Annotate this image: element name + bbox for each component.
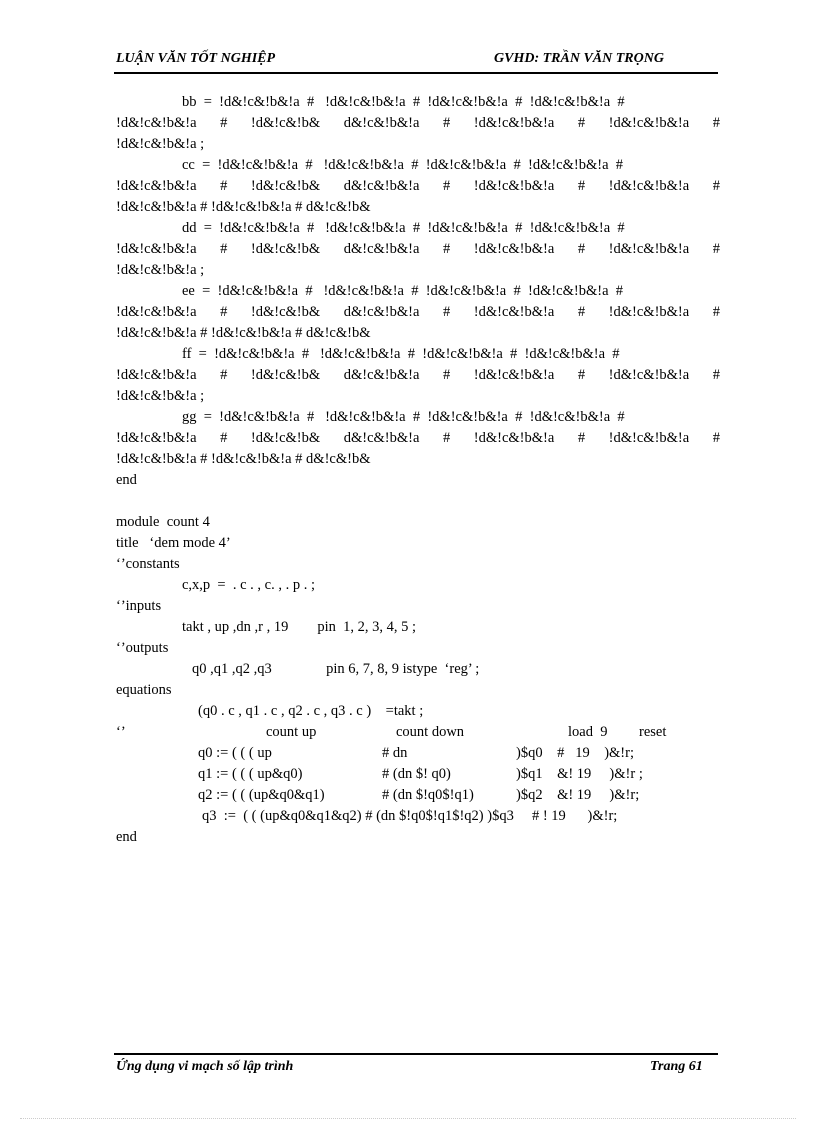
eq-cc-line3: !d&!c&!b&!a # !d&!c&!b&!a # d&!c&!b& — [116, 199, 371, 215]
eq-gg-line3: !d&!c&!b&!a # !d&!c&!b&!a # d&!c&!b& — [116, 451, 371, 467]
end-keyword: end — [116, 472, 137, 488]
q3-equation: q3 := ( ( (up&q0&q1&q2) # (dn $!q0$!q1$!q2) )$q3 # ! 19 )&!r; — [202, 808, 618, 824]
inputs-header: ‘’inputs — [116, 598, 162, 614]
eq-cc-line2: !d&!c&!b&!a # !d&!c&!b& d&!c&!b&!a # !d&!c&!b&!a # !d&!c&!b&!a # — [116, 178, 720, 194]
q0-equation — [116, 743, 720, 764]
eq-ee-line2: !d&!c&!b&!a # !d&!c&!b& d&!c&!b&!a # !d&!c&!b&!a # !d&!c&!b&!a # — [116, 304, 720, 320]
constants-header: ‘’constants — [116, 556, 180, 572]
eq-gg-line2: !d&!c&!b&!a # !d&!c&!b& d&!c&!b&!a # !d&!c&!b&!a # !d&!c&!b&!a # — [116, 430, 720, 446]
col-load: load 9 — [568, 724, 608, 740]
q1-count-down: # (dn $! q0) — [382, 766, 451, 782]
footer-rule — [114, 1053, 718, 1055]
q2-load-reset: )$q2 &! 19 )&!r; — [516, 787, 640, 803]
q0-load-reset: )$q0 # 19 )&!r; — [516, 745, 634, 761]
eq-dd-line1: dd = !d&!c&!b&!a # !d&!c&!b&!a # !d&!c&!b&!a # !d&!c&!b&!a # — [182, 220, 625, 236]
eq-ee-line3: !d&!c&!b&!a # !d&!c&!b&!a # d&!c&!b& — [116, 325, 371, 341]
eq-bb-line2: !d&!c&!b&!a # !d&!c&!b& d&!c&!b&!a # !d&!c&!b&!a # !d&!c&!b&!a # — [116, 115, 720, 131]
q2-equation — [116, 785, 720, 806]
eq-gg-line1: gg = !d&!c&!b&!a # !d&!c&!b&!a # !d&!c&!b&!a # !d&!c&!b&!a # — [182, 409, 625, 425]
eq-cc-line1: cc = !d&!c&!b&!a # !d&!c&!b&!a # !d&!c&!b&!a # !d&!c&!b&!a # — [182, 157, 624, 173]
q0-count-up: q0 := ( ( ( up — [198, 745, 272, 761]
footer-page-number: Trang 61 — [650, 1059, 703, 1074]
outputs-header: ‘’outputs — [116, 640, 169, 656]
equations-header: equations — [116, 682, 172, 698]
eq-ff-line1: ff = !d&!c&!b&!a # !d&!c&!b&!a # !d&!c&!b&!a # !d&!c&!b&!a # — [182, 346, 620, 362]
comment-mark: ‘’ — [116, 724, 126, 740]
eq-bb-line3: !d&!c&!b&!a ; — [116, 136, 205, 152]
q1-count-up: q1 := ( ( ( up&q0) — [198, 766, 303, 782]
q2-count-down: # (dn $!q0$!q1) — [382, 787, 474, 803]
q1-load-reset: )$q1 &! 19 )&!r ; — [516, 766, 643, 782]
eq-dd-line3: !d&!c&!b&!a ; — [116, 262, 205, 278]
outputs-value: q0 ,q1 ,q2 ,q3 pin 6, 7, 8, 9 istype ‘reg’ ; — [192, 661, 480, 677]
footer-left-subject: Ứng dụng vi mạch số lập trình — [116, 1059, 294, 1074]
q0-count-down: # dn — [382, 745, 408, 761]
page-content — [116, 92, 720, 848]
module-line: module count 4 — [116, 514, 210, 530]
constants-value: c,x,p = . c . , c. , . p . ; — [182, 577, 316, 593]
column-comment-row — [116, 722, 720, 743]
header-rule — [114, 72, 718, 74]
col-count-down: count down — [396, 724, 465, 740]
page-edge-dotted — [20, 1118, 796, 1119]
q1-equation — [116, 764, 720, 785]
title-line: title ‘dem mode 4’ — [116, 535, 231, 551]
col-reset: reset — [639, 724, 667, 740]
eq-bb-line1: bb = !d&!c&!b&!a # !d&!c&!b&!a # !d&!c&!b&!a # !d&!c&!b&!a # — [182, 94, 625, 110]
q2-count-up: q2 := ( ( (up&q0&q1) — [198, 787, 325, 803]
header-right-supervisor: GVHD: TRẦN VĂN TRỌNG — [494, 51, 664, 66]
header-left-title: LUẬN VĂN TỐT NGHIỆP — [116, 51, 276, 66]
inputs-value: takt , up ,dn ,r , 19 pin 1, 2, 3, 4, 5 ; — [182, 619, 417, 635]
eq-dd-line2: !d&!c&!b&!a # !d&!c&!b& d&!c&!b&!a # !d&!c&!b&!a # !d&!c&!b&!a # — [116, 241, 720, 257]
eq-ff-line2: !d&!c&!b&!a # !d&!c&!b& d&!c&!b&!a # !d&!c&!b&!a # !d&!c&!b&!a # — [116, 367, 720, 383]
eq-ee-line1: ee = !d&!c&!b&!a # !d&!c&!b&!a # !d&!c&!b&!a # !d&!c&!b&!a # — [182, 283, 624, 299]
eq-ff-line3: !d&!c&!b&!a ; — [116, 388, 205, 404]
end-keyword-2: end — [116, 829, 137, 845]
clock-equation: (q0 . c , q1 . c , q2 . c , q3 . c ) =takt ; — [198, 703, 424, 719]
col-count-up: count up — [266, 724, 317, 740]
